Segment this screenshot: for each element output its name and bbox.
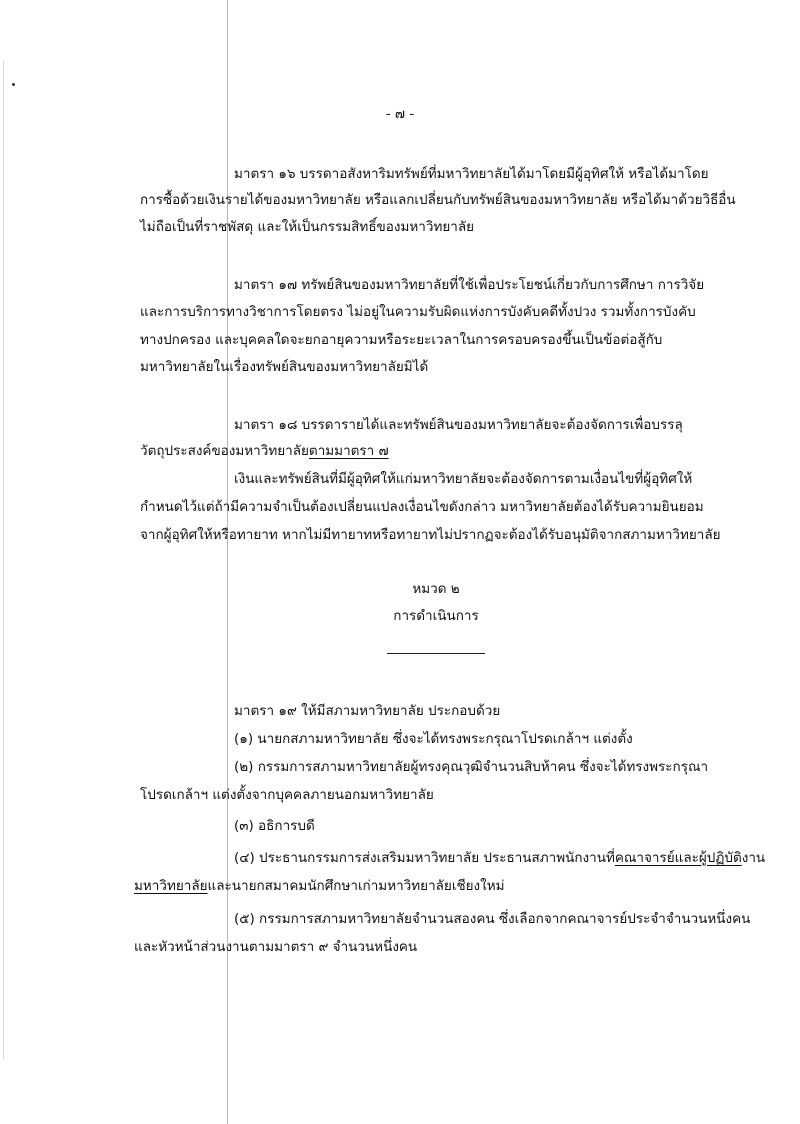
- sec19-item4-underlined: คณาจารย์และผู้ปฏิบัติ: [614, 850, 742, 866]
- sec17-line4: มหาวิทยาลัยในเรื่องทรัพย์สินของมหาวิทยาลัยมิได้: [140, 359, 429, 375]
- sec18-line4: กำหนดไว้แต่ถ้ามีความจำเป็นต้องเปลี่ยนแปลงเงื่อนไขดังกล่าว มหาวิทยาลัยต้องได้รับความยินยอม: [140, 499, 704, 515]
- chapter-divider: [387, 653, 485, 654]
- chapter-subtitle: การดำเนินการ: [393, 608, 479, 624]
- page-number: - ๗ -: [385, 106, 415, 122]
- sec19-item4-line2: [134, 876, 505, 896]
- sec16-line1: มาตรา ๑๖ บรรดาอสังหาริมทรัพย์ที่มหาวิทยาลัยได้มาโดยมีผู้อุทิศให้ หรือได้มาโดย: [234, 166, 709, 182]
- sec19-item4-text: (๔) ประธานกรรมการส่งเสริมมหาวิทยาลัย ประธานสภาพนักงานที่: [234, 850, 615, 866]
- sec19-item2-line1: (๒) กรรมการสภามหาวิทยาลัยผู้ทรงคุณวุฒิจำนวนสิบห้าคน ซึ่งจะได้ทรงพระกรุณา: [234, 759, 709, 775]
- sec19-item4-underlined-start: มหาวิทยาลัย: [134, 878, 208, 894]
- sec17-line2: และการบริการทางวิชาการโดยตรง ไม่อยู่ในความรับผิดแห่งการบังคับคดีทั้งปวง รวมทั้งการบังคับ: [140, 304, 696, 320]
- sec17-line3: ทางปกครอง และบุคคลใดจะยกอายุความหรือระยะเวลาในการครอบครองขึ้นเป็นข้อต่อสู้กับ: [140, 332, 663, 348]
- sec17-line1: มาตรา ๑๗ ทรัพย์สินของมหาวิทยาลัยที่ใช้เพื่อประโยชน์เกี่ยวกับการศึกษา การวิจัย: [234, 277, 705, 293]
- sec19-item5-line1: (๕) กรรมการสภามหาวิทยาลัยจำนวนสองคน ซึ่งเลือกจากคณาจารย์ประจำจำนวนหนึ่งคน: [234, 911, 751, 927]
- sec19-item4-line1: [234, 848, 765, 868]
- sec18-ref-underlined: ตามมาตรา ๗: [308, 443, 389, 459]
- sec18-line1: มาตรา ๑๘ บรรดารายได้และทรัพย์สินของมหาวิทยาลัยจะต้องจัดการเพื่อบรรลุ: [234, 417, 683, 433]
- sec19-item1: (๑) นายกสภามหาวิทยาลัย ซึ่งจะได้ทรงพระกรุณาโปรดเกล้าฯ แต่งตั้ง: [234, 731, 633, 747]
- sec18-line2-text: วัตถุประสงค์ของมหาวิทยาลัย: [140, 443, 309, 459]
- sec19-item4-tail: งาน: [741, 850, 766, 866]
- sec16-line3: ไม่ถือเป็นที่ราชพัสดุ และให้เป็นกรรมสิทธิ์ของมหาวิทยาลัย: [140, 219, 475, 235]
- sec16-line2: การซื้อด้วยเงินรายได้ของมหาวิทยาลัย หรือแลกเปลี่ยนกับทรัพย์สินของมหาวิทยาลัย หรือได้มาด้วยวิธีอื่น: [140, 192, 736, 208]
- scan-left-edge: [3, 60, 4, 1060]
- sec19-item2-line2: โปรดเกล้าฯ แต่งตั้งจากบุคคลภายนอกมหาวิทยาลัย: [140, 787, 434, 803]
- scan-speck: [12, 83, 15, 86]
- sec19-item3: (๓) อธิการบดี: [234, 818, 315, 834]
- sec18-line5: จากผู้อุทิศให้หรือทายาท หากไม่มีทายาทหรือทายาทไม่ปรากฏจะต้องได้รับอนุมัติจากสภามหาวิทยาลัย: [140, 527, 721, 543]
- chapter-title: หมวด ๒: [412, 581, 460, 597]
- sec19-item4-line2-text: และนายกสมาคมนักศึกษาเก่ามหาวิทยาลัยเชียงใหม่: [207, 878, 505, 894]
- sec18-line3: เงินและทรัพย์สินที่มีผู้อุทิศให้แก่มหาวิทยาลัยจะต้องจัดการตามเงื่อนไขที่ผู้อุทิศให้: [234, 471, 693, 487]
- sec19-line1: มาตรา ๑๙ ให้มีสภามหาวิทยาลัย ประกอบด้วย: [234, 703, 501, 719]
- sec19-item5-line2: และหัวหน้าส่วนงานตามมาตรา ๙ จำนวนหนึ่งคน: [134, 939, 418, 955]
- sec18-line2: [140, 441, 389, 461]
